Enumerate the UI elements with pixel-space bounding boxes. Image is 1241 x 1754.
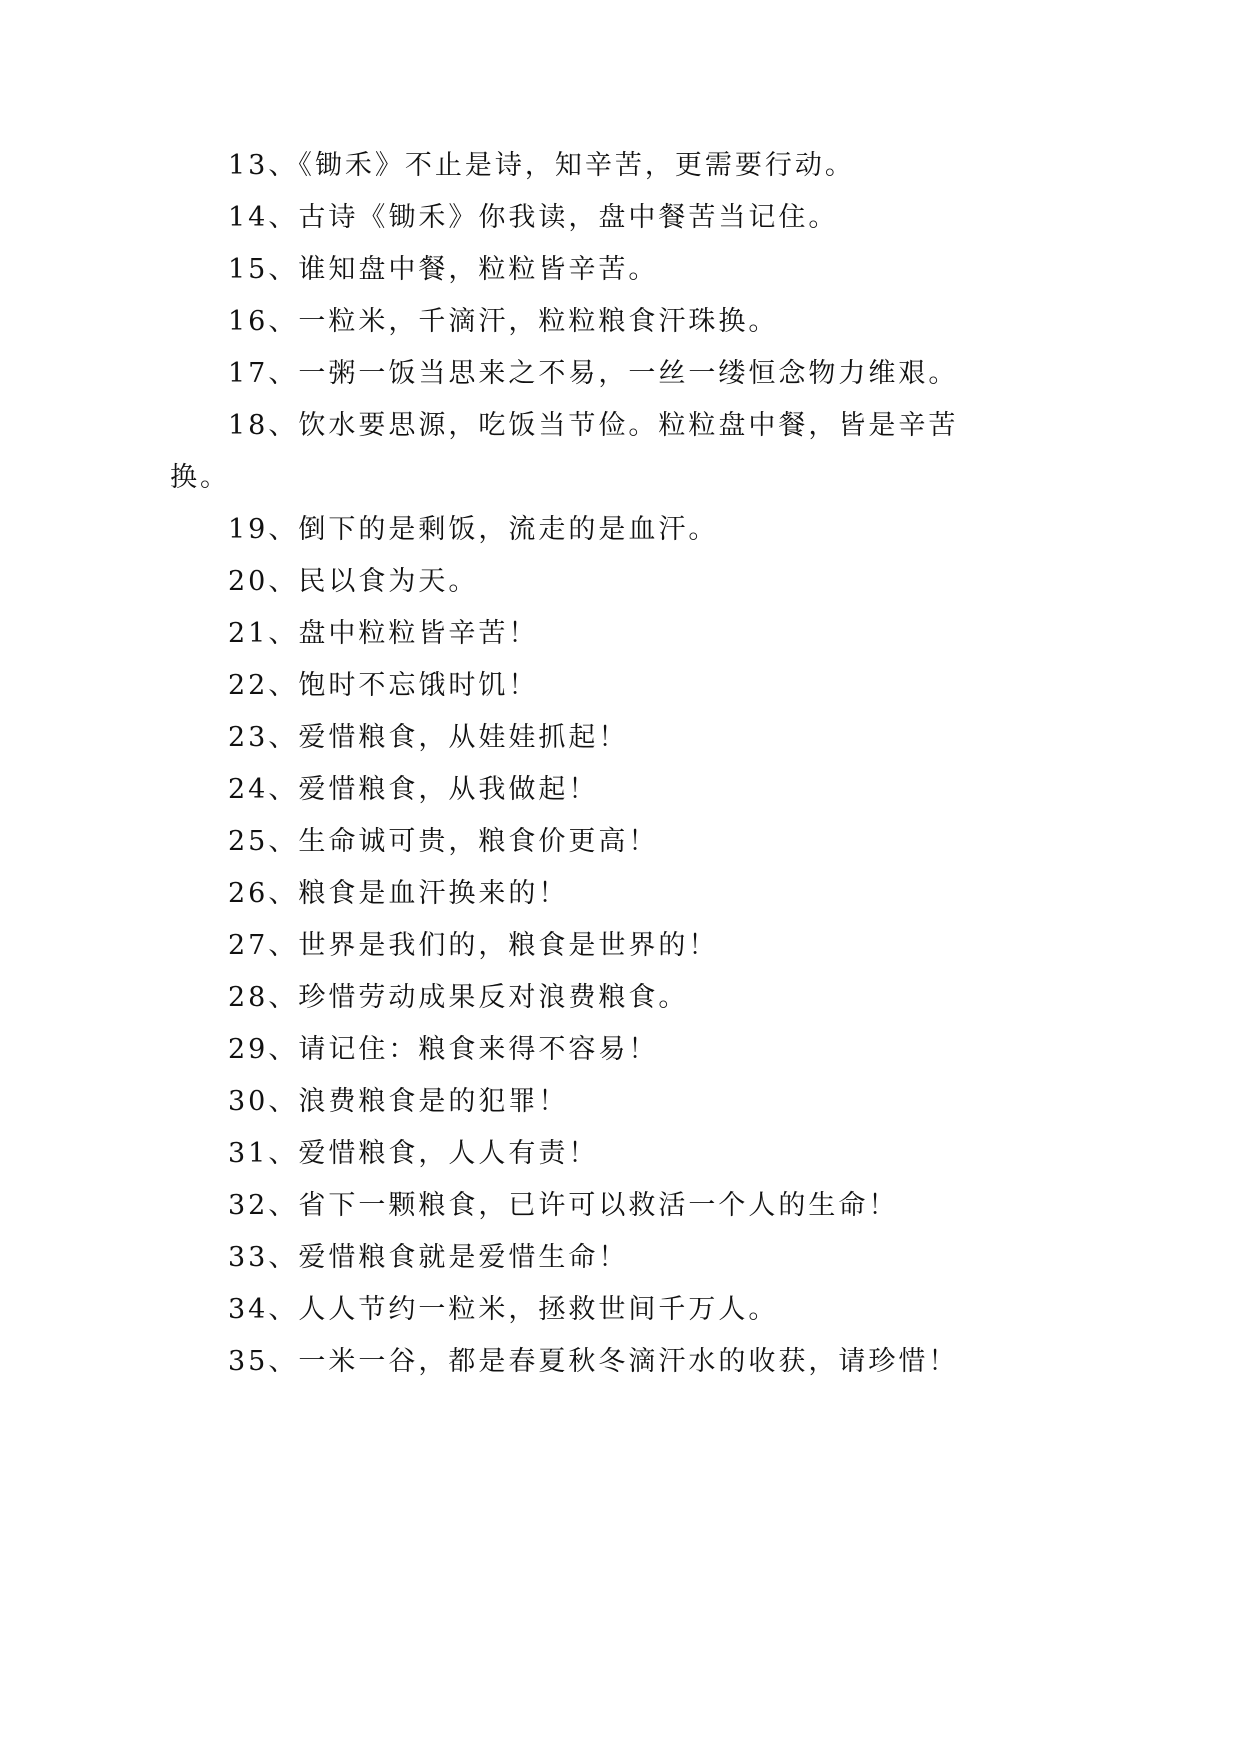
list-item-14: 14、古诗《锄禾》你我读，盘中餐苦当记住。 — [228, 202, 839, 233]
list-item-27: 27、世界是我们的，粮食是世界的！ — [228, 930, 719, 961]
list-item-20: 20、民以食为天。 — [228, 566, 479, 597]
list-item-15: 15、谁知盘中餐，粒粒皆辛苦。 — [228, 254, 659, 285]
list-item-32: 32、省下一颗粮食，已许可以救活一个人的生命！ — [228, 1190, 899, 1221]
list-item-13: 13、《锄禾》不止是诗，知辛苦，更需要行动。 — [228, 150, 855, 181]
list-item-30: 30、浪费粮食是的犯罪！ — [228, 1086, 569, 1117]
list-item-21: 21、盘中粒粒皆辛苦！ — [228, 618, 539, 649]
list-item-29: 29、请记住：粮食来得不容易！ — [228, 1034, 659, 1065]
list-item-28: 28、珍惜劳动成果反对浪费粮食。 — [228, 982, 689, 1013]
list-item-19: 19、倒下的是剩饭，流走的是血汗。 — [228, 514, 719, 545]
list-item-17: 17、一粥一饭当思来之不易，一丝一缕恒念物力维艰。 — [228, 358, 959, 389]
list-item-31: 31、爱惜粮食，人人有责！ — [228, 1138, 599, 1169]
list-item-24: 24、爱惜粮食，从我做起！ — [228, 774, 599, 805]
list-item-35: 35、一米一谷，都是春夏秋冬滴汗水的收获，请珍惜！ — [228, 1346, 959, 1377]
list-item-18: 18、饮水要思源，吃饭当节俭。粒粒盘中餐，皆是辛苦换。 — [170, 410, 959, 493]
list-item-34: 34、人人节约一粒米，拯救世间千万人。 — [228, 1294, 779, 1325]
list-item-22: 22、饱时不忘饿时饥！ — [228, 670, 539, 701]
list-item-23: 23、爱惜粮食，从娃娃抓起！ — [228, 722, 629, 753]
list-item-25: 25、生命诚可贵，粮食价更高！ — [228, 826, 659, 857]
document-body — [170, 140, 985, 1388]
list-item-16: 16、一粒米，千滴汗，粒粒粮食汗珠换。 — [228, 306, 779, 337]
list-item-33: 33、爱惜粮食就是爱惜生命！ — [228, 1242, 629, 1273]
list-item-26: 26、粮食是血汗换来的！ — [228, 878, 569, 909]
